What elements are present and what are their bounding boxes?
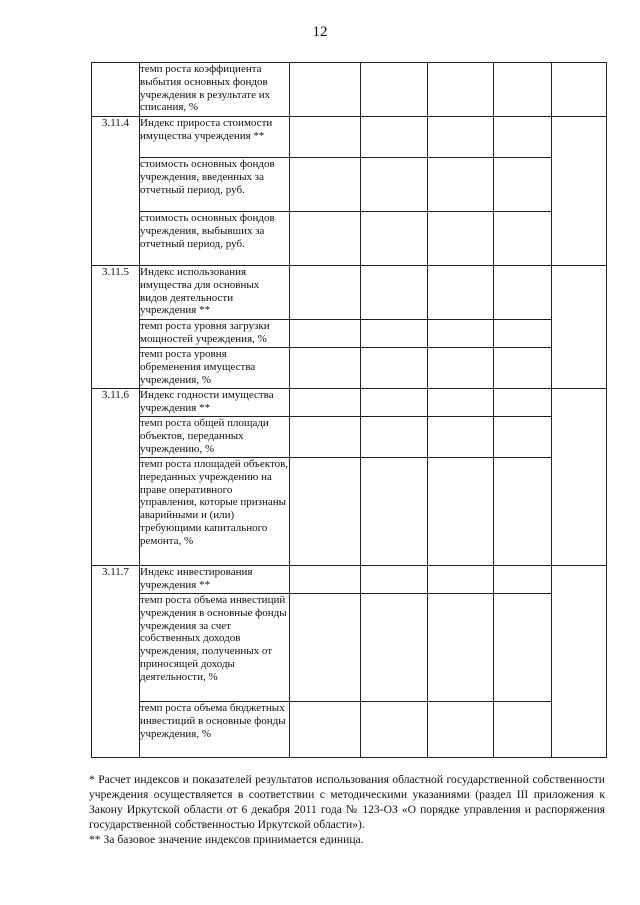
value-cell [290, 417, 361, 458]
indicator-cell: Индекс инвестирования учреждения ** [140, 566, 290, 594]
value-cell [290, 212, 361, 266]
value-cell [428, 117, 494, 158]
value-cell [361, 702, 428, 758]
value-cell [494, 320, 552, 348]
indicator-cell: темп роста общей площади объектов, переданных учреждению, % [140, 417, 290, 458]
indicators-table [91, 62, 607, 758]
value-cell [428, 320, 494, 348]
value-cell [290, 348, 361, 389]
value-cell [428, 417, 494, 458]
value-cell [361, 266, 428, 320]
table-row [92, 266, 607, 320]
indicator-cell: стоимость основных фондов учреждения, введенных за отчетный период, руб. [140, 158, 290, 212]
value-cell [428, 158, 494, 212]
value-cell [494, 266, 552, 320]
value-cell [361, 63, 428, 117]
value-cell [494, 212, 552, 266]
indicator-cell: темп роста объема бюджетных инвестиций в основные фонды учреждения, % [140, 702, 290, 758]
value-cell [290, 458, 361, 566]
value-cell [290, 266, 361, 320]
value-cell [361, 117, 428, 158]
indicator-cell: Индекс прироста стоимости имущества учреждения ** [140, 117, 290, 158]
value-cell [428, 702, 494, 758]
value-cell [361, 417, 428, 458]
value-cell [552, 117, 607, 266]
table-row [92, 702, 607, 758]
indicator-cell: Индекс годности имущества учреждения ** [140, 389, 290, 417]
indicator-cell: стоимость основных фондов учреждения, выбывших за отчетный период, руб. [140, 212, 290, 266]
section-code: 3.11.7 [92, 566, 140, 758]
table-row [92, 594, 607, 702]
value-cell [361, 594, 428, 702]
table-row [92, 158, 607, 212]
value-cell [290, 158, 361, 212]
value-cell [290, 320, 361, 348]
value-cell [552, 63, 607, 117]
value-cell [428, 389, 494, 417]
value-cell [428, 566, 494, 594]
section-code: 3.11.4 [92, 117, 140, 266]
table-row [92, 458, 607, 566]
value-cell [494, 594, 552, 702]
value-cell [552, 566, 607, 758]
section-code: 3.11.5 [92, 266, 140, 389]
section-code: 3.11.6 [92, 389, 140, 566]
indicator-cell: темп роста объема инвестиций учреждения в основные фонды учреждения за счет собственных доходов учреждения, полученных от приносящей доходы деятельности, % [140, 594, 290, 702]
value-cell [290, 594, 361, 702]
value-cell [361, 389, 428, 417]
value-cell [552, 266, 607, 389]
page-number: 12 [312, 24, 328, 40]
footnotes [89, 772, 605, 847]
value-cell [428, 348, 494, 389]
indicator-cell: темп роста уровня загрузки мощностей учреждения, % [140, 320, 290, 348]
value-cell [494, 117, 552, 158]
indicator-cell: темп роста уровня обременения имущества учреждения, % [140, 348, 290, 389]
value-cell [494, 458, 552, 566]
value-cell [428, 266, 494, 320]
table-row [92, 566, 607, 594]
value-cell [494, 348, 552, 389]
value-cell [361, 458, 428, 566]
table-row [92, 63, 607, 117]
indicator-cell: Индекс использования имущества для основных видов деятельности учреждения ** [140, 266, 290, 320]
value-cell [428, 458, 494, 566]
value-cell [428, 594, 494, 702]
value-cell [552, 389, 607, 566]
value-cell [361, 566, 428, 594]
value-cell [494, 389, 552, 417]
value-cell [494, 158, 552, 212]
table-row [92, 320, 607, 348]
value-cell [494, 417, 552, 458]
table-row [92, 389, 607, 417]
value-cell [494, 566, 552, 594]
table-row [92, 212, 607, 266]
footnote-base-value: ** За базовое значение индексов принимается единица. [89, 833, 364, 846]
table-row [92, 348, 607, 389]
code-cell [92, 63, 140, 117]
value-cell [494, 63, 552, 117]
value-cell [361, 212, 428, 266]
value-cell [290, 63, 361, 117]
value-cell [290, 702, 361, 758]
indicator-cell: темп роста коэффициента выбытия основных фондов учреждения в результате их списания, % [140, 63, 290, 117]
table-row [92, 417, 607, 458]
value-cell [494, 702, 552, 758]
footnote-methodology: * Расчет индексов и показателей результатов использования областной государственной собственности учреждения осуществляется в соответствии с методическими указаниями (раздел III приложения к Закону Иркутской области от 6 декабря 2011 года № 123-ОЗ «О порядке управления и распоряжения государственной собственностью Иркутской области»). [89, 773, 605, 831]
value-cell [428, 63, 494, 117]
value-cell [361, 320, 428, 348]
value-cell [290, 117, 361, 158]
value-cell [290, 566, 361, 594]
table-row [92, 117, 607, 158]
value-cell [361, 158, 428, 212]
indicator-cell: темп роста площадей объектов, переданных учреждению на праве оперативного управления, которые признаны аварийными и (или) требующими капитального ремонта, % [140, 458, 290, 566]
value-cell [361, 348, 428, 389]
value-cell [290, 389, 361, 417]
value-cell [428, 212, 494, 266]
